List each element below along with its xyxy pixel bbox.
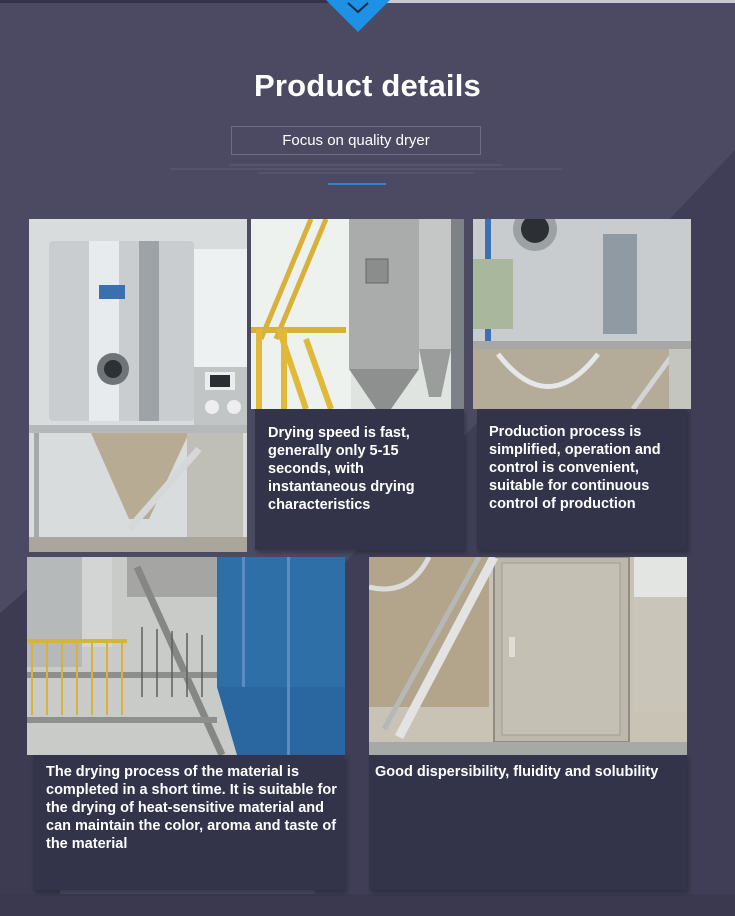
dryer-chamber-illustration xyxy=(473,219,691,409)
feature-card-3 xyxy=(477,409,687,550)
feature-text-4: The drying process of the material is completed in a short time. It is suitable for the drying of heat-sensitive material and can maintain the color, aroma and taste of the material xyxy=(46,764,337,852)
chevron-down-icon xyxy=(347,2,369,14)
spray-dryer-illustration xyxy=(29,219,247,552)
feature-card-5 xyxy=(369,755,687,890)
faint-description-text xyxy=(170,162,562,180)
feature-photo-4 xyxy=(27,557,345,755)
subtitle-box xyxy=(231,126,481,155)
accent-divider xyxy=(328,183,386,185)
top-bar-right xyxy=(380,0,735,3)
feature-text-5: Good dispersibility, fluidity and solubility xyxy=(375,764,659,780)
feature-card-2 xyxy=(255,409,464,550)
feature-photo-5 xyxy=(369,557,687,755)
feature-card-4 xyxy=(33,755,345,890)
page-title: Product details xyxy=(254,68,481,103)
blue-dryer-illustration xyxy=(27,557,345,755)
top-bar-left xyxy=(0,0,330,3)
feature-photo-2 xyxy=(251,219,464,409)
subtitle-text: Focus on quality dryer xyxy=(282,132,430,149)
feature-text-3: Production process is simplified, operation and control is convenient, suitable for continuous control of production xyxy=(489,424,661,512)
bottom-band xyxy=(0,894,735,916)
dryer-cabinet-illustration xyxy=(369,557,687,755)
scroll-down-button[interactable] xyxy=(312,0,404,32)
feature-text-2: Drying speed is fast, generally only 5-15 seconds, with instantaneous drying characteristics xyxy=(268,425,415,513)
dryer-tower-illustration xyxy=(251,219,464,409)
feature-photo-1 xyxy=(29,219,247,552)
feature-photo-3 xyxy=(473,219,691,409)
